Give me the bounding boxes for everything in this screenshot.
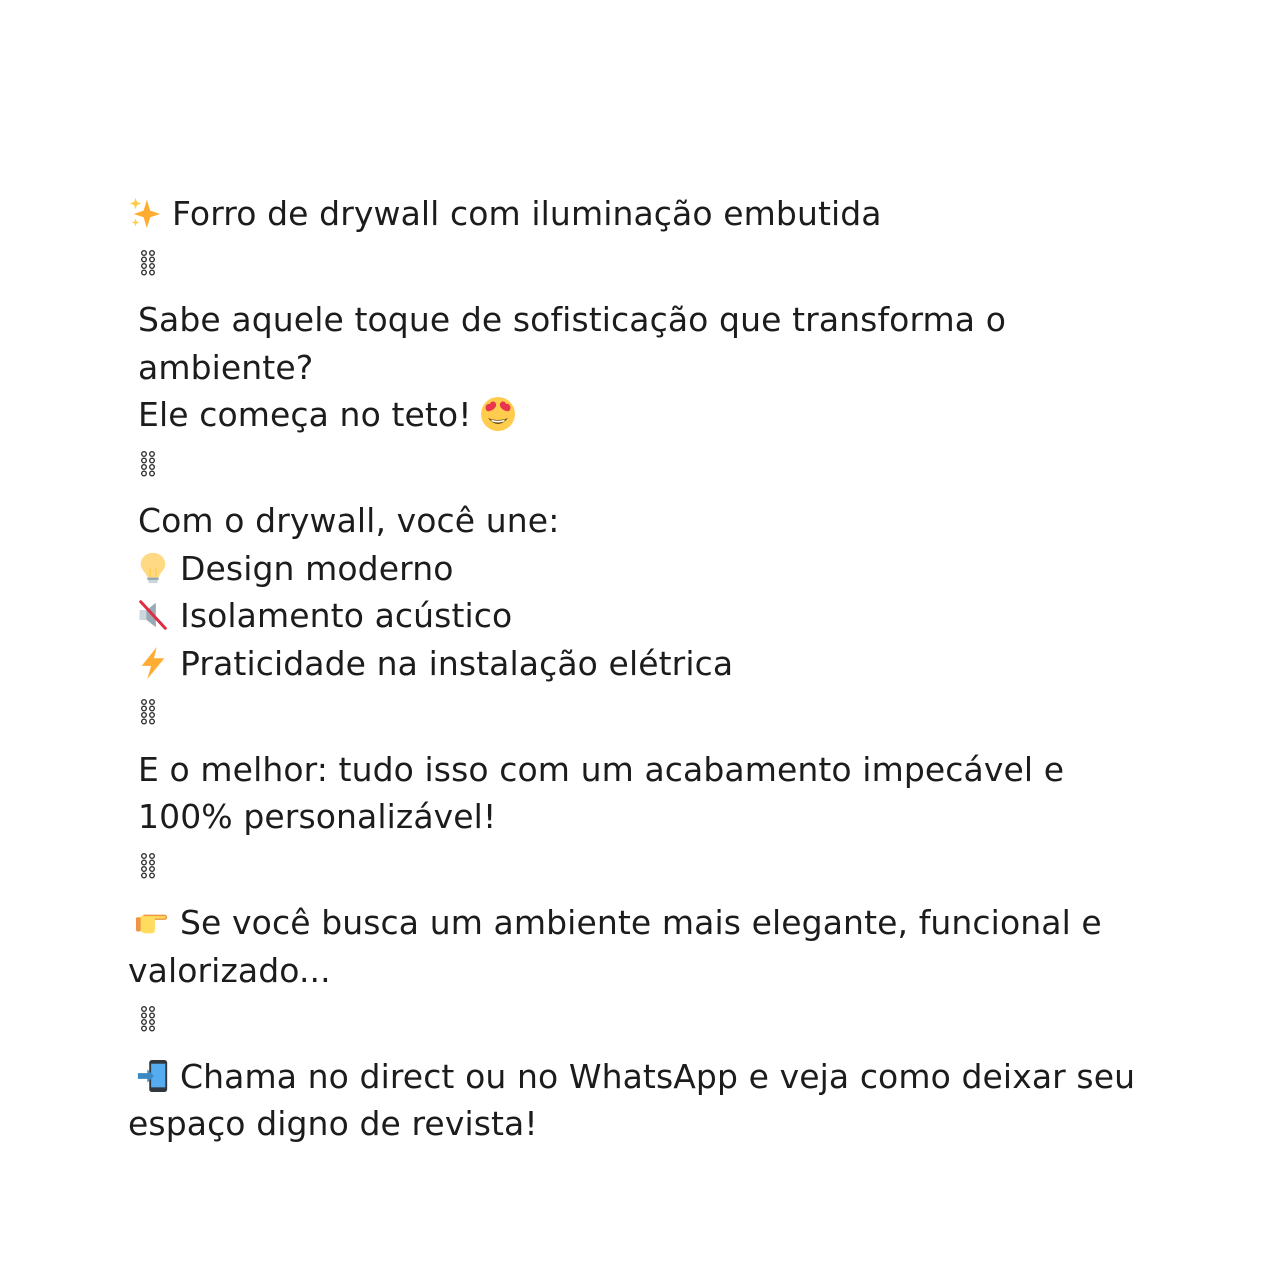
light-bulb-icon xyxy=(136,551,170,585)
separator xyxy=(128,852,1158,900)
benefit-label: Isolamento acústico xyxy=(180,596,513,635)
braille-dots-icon xyxy=(140,852,156,880)
pitch-line xyxy=(128,899,1158,994)
intro-question: Sabe aquele toque de sofisticação que transforma o ambiente? xyxy=(138,300,1006,387)
phone-arrow-icon xyxy=(136,1059,170,1093)
heart-eyes-icon xyxy=(480,396,516,432)
intro-answer-line xyxy=(128,391,1158,439)
benefit-item xyxy=(128,592,1158,640)
braille-dots-icon xyxy=(140,698,156,726)
separator xyxy=(128,698,1158,746)
cta-text: Chama no direct ou no WhatsApp e veja como deixar seu espaço digno de revista! xyxy=(128,1056,1136,1143)
cta-line xyxy=(128,1053,1158,1148)
pitch-text: Se você busca um ambiente mais elegante, funcional e valorizado... xyxy=(128,903,1102,990)
title-line xyxy=(128,190,1158,238)
post-title: Forro de drywall com iluminação embutida xyxy=(172,194,882,233)
separator xyxy=(128,450,1158,498)
benefit-item xyxy=(128,545,1158,593)
benefit-label: Design moderno xyxy=(180,548,454,588)
separator xyxy=(128,1005,1158,1053)
braille-dots-icon xyxy=(140,249,156,277)
braille-dots-icon xyxy=(140,450,156,478)
braille-dots-icon xyxy=(140,1005,156,1033)
benefits-intro: Com o drywall, você une: xyxy=(138,501,560,540)
pointing-hand-icon xyxy=(136,905,170,939)
sparkles-icon xyxy=(128,196,162,230)
highlight-text: E o melhor: tudo isso com um acabamento impecável e 100% personalizável! xyxy=(138,749,1065,836)
lightning-icon xyxy=(136,646,170,680)
benefit-label: Praticidade na instalação elétrica xyxy=(180,643,734,683)
separator xyxy=(128,249,1158,297)
intro-answer: Ele começa no teto! xyxy=(138,395,472,434)
post-text xyxy=(128,190,1158,1148)
muted-speaker-icon xyxy=(136,598,170,632)
benefit-item xyxy=(128,640,1158,688)
